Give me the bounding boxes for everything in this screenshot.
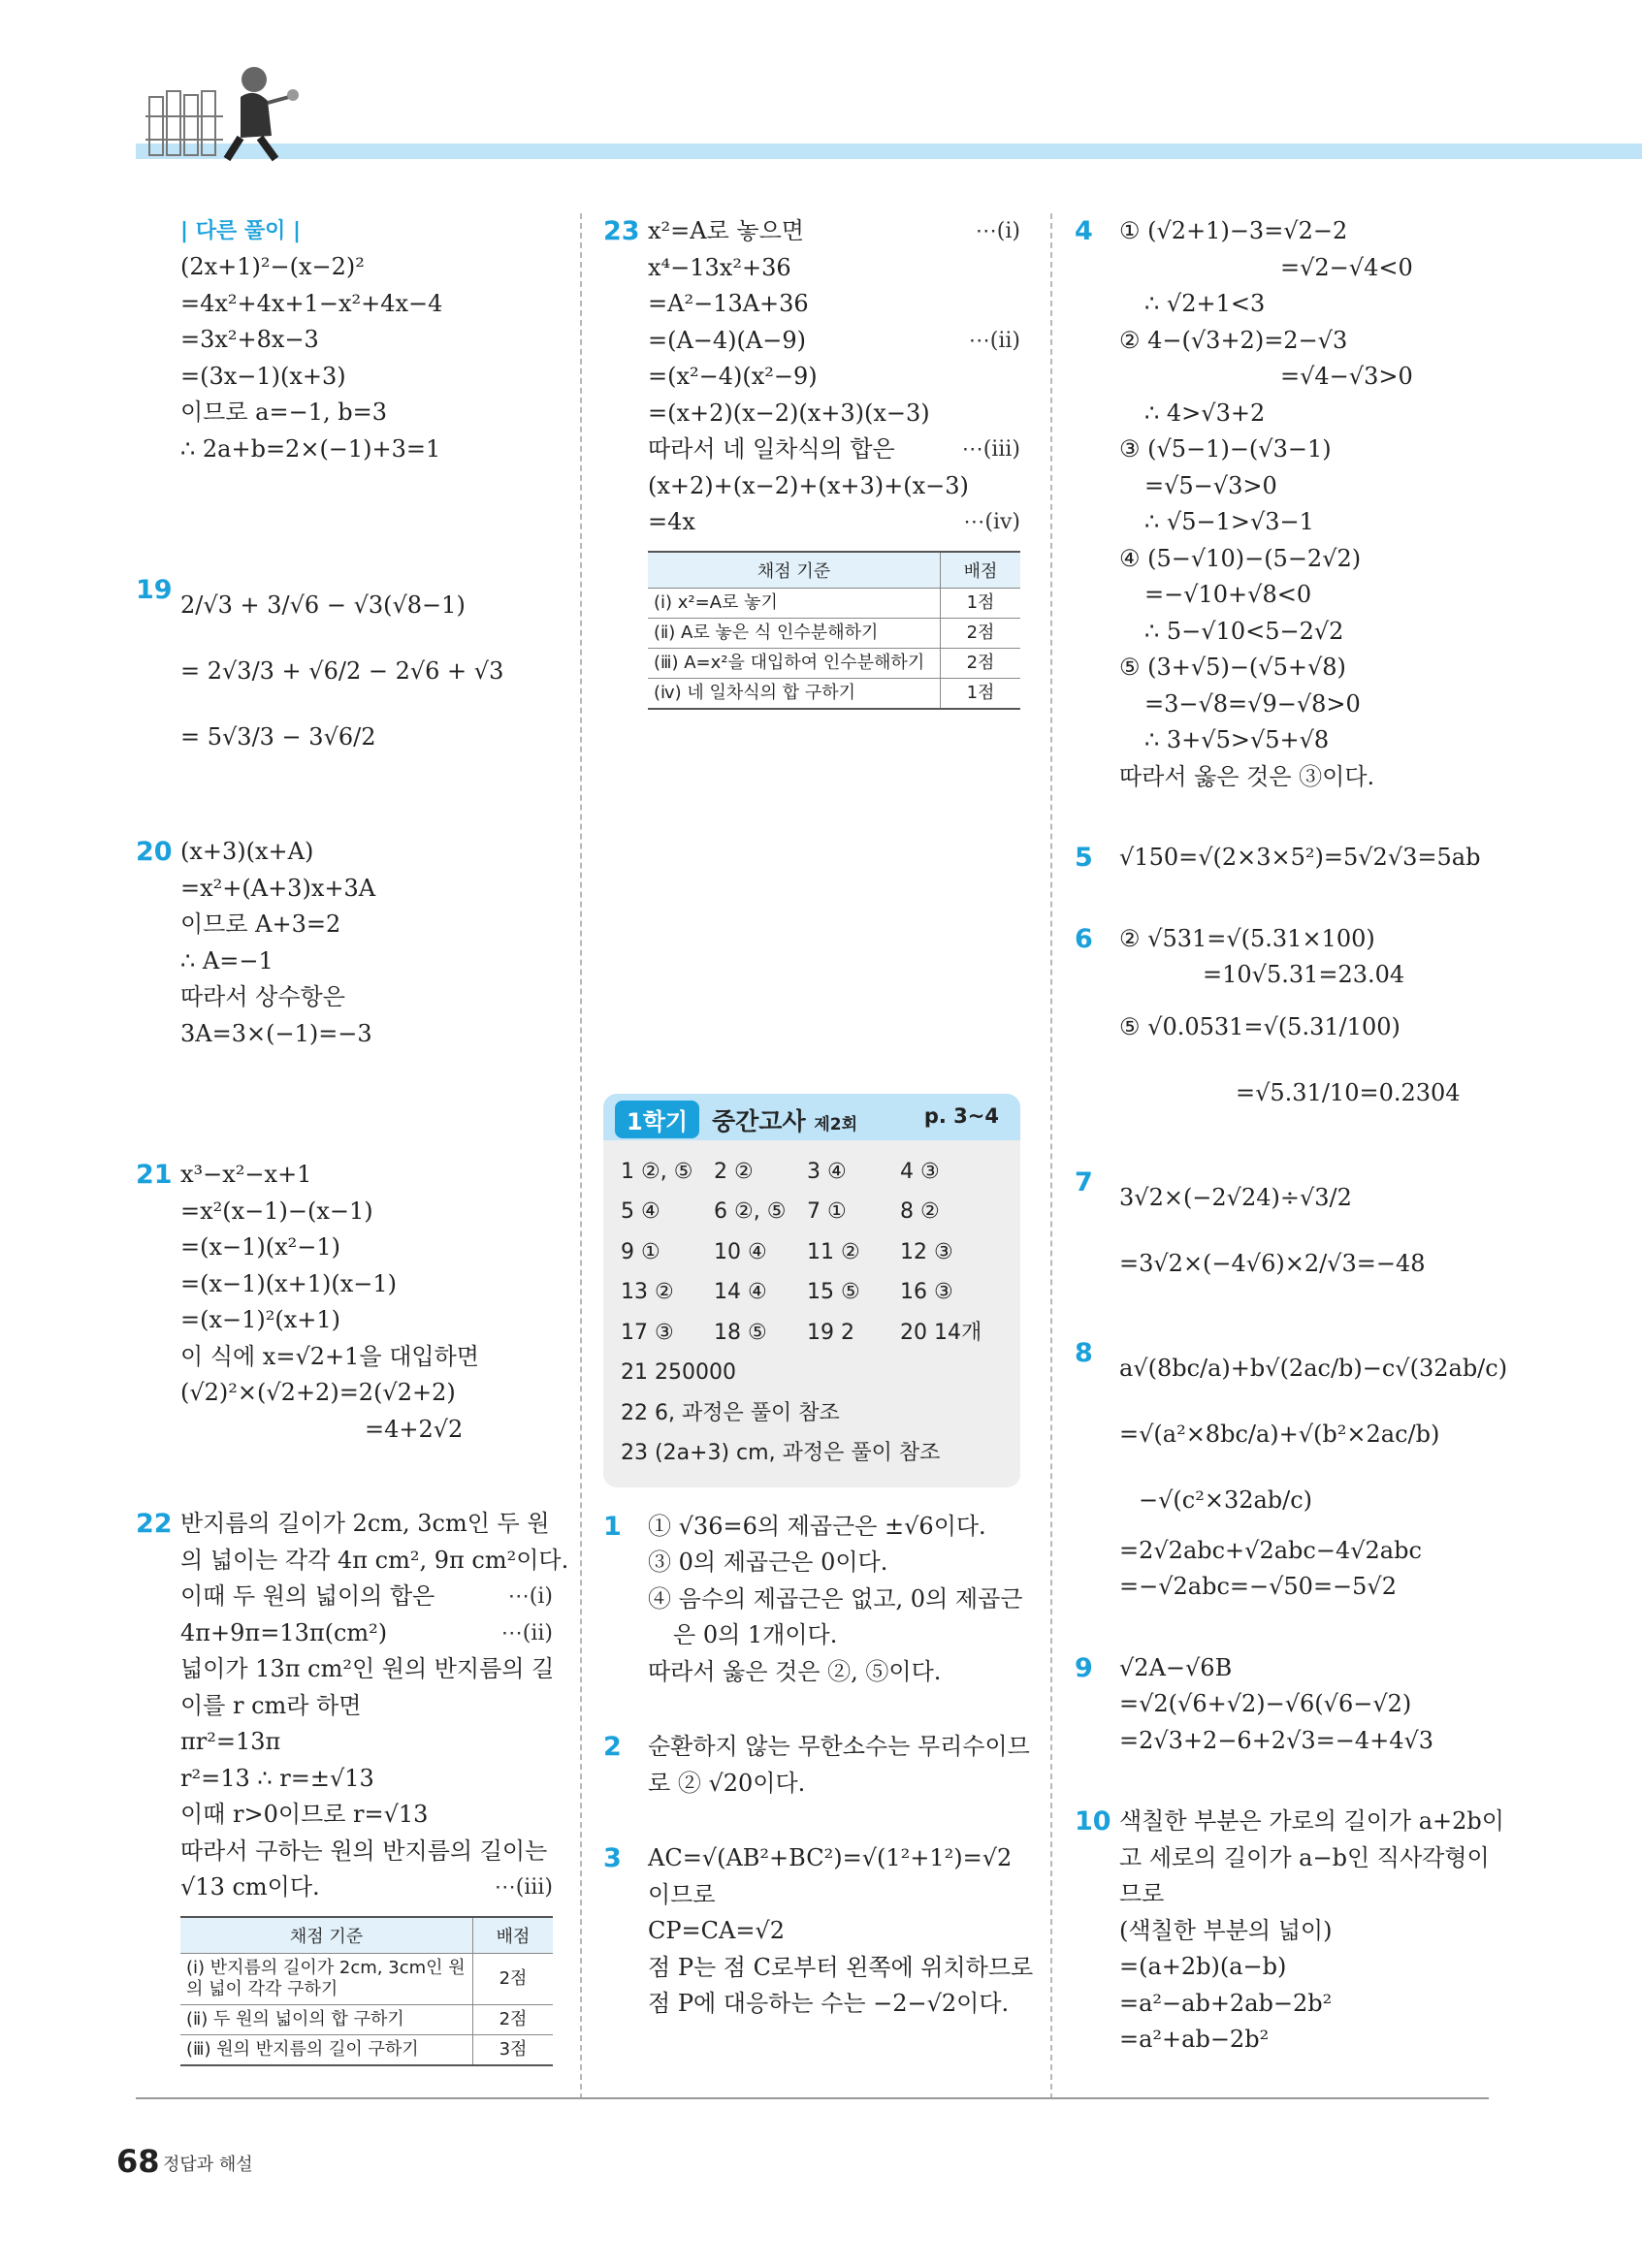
score-marker: ⋯(ⅲ) <box>961 437 1020 462</box>
solution-4 <box>1075 213 1511 795</box>
solution-line: πr²=13π <box>180 1728 281 1755</box>
solution-line: (색칠한 부분의 넓이) <box>1119 1916 1333 1944</box>
solution-6 <box>1075 921 1511 1126</box>
problem-number: 4 <box>1075 216 1093 246</box>
table-row: (ⅳ) 네 일차식의 합 구하기 1점 <box>648 678 1020 709</box>
problem-number: 22 <box>136 1509 173 1539</box>
problem-number: 10 <box>1075 1806 1111 1837</box>
solution-line: 따라서 옳은 것은 ②, ⑤이다. <box>648 1657 942 1685</box>
solution-line: =−√10+√8<0 <box>1144 581 1312 608</box>
solution-line: 이 식에 x=√2+1을 대입하면 <box>180 1342 479 1370</box>
solution-line: ② √531=√(5.31×100) <box>1119 924 1375 952</box>
answer-row: 9 ① 10 ④ 11 ② 12 ③ <box>621 1239 953 1264</box>
score-marker: ⋯(ⅳ) <box>963 510 1020 534</box>
solution-line: ① (√2+1)−3=√2−2 <box>1119 217 1348 244</box>
solution-line: =(x−1)²(x+1) <box>180 1306 341 1333</box>
solution-line: ⑤ (3+√5)−(√5+√8) <box>1119 654 1346 681</box>
header-bar <box>136 144 1642 159</box>
page-label: 정답과 해설 <box>163 2155 253 2175</box>
solution-line: a√(8bc/a)+b√(2ac/b)−c√(32ab/c) <box>1119 1354 1508 1382</box>
solution-line: 따라서 옳은 것은 ③이다. <box>1119 762 1375 790</box>
solution-5 <box>1075 840 1511 877</box>
answer-row: 1 ②, ⑤ 2 ② 3 ④ 4 ③ <box>621 1159 940 1184</box>
table-header: 배점 <box>941 552 1021 589</box>
solution-line: √2A−√6B <box>1119 1653 1233 1681</box>
alt-line: =(3x−1)(x+3) <box>180 362 346 390</box>
solution-line: ⑤ √0.0531=√(5.31/100) <box>1119 1012 1401 1040</box>
solution-line: =(x−1)(x+1)(x−1) <box>180 1269 398 1297</box>
problem-number: 21 <box>136 1160 173 1190</box>
score-marker: ⋯(ⅱ) <box>500 1620 553 1645</box>
table-header: 채점 기준 <box>180 1917 473 1954</box>
solution-1 <box>603 1509 1023 1691</box>
answer-row: 5 ④ 6 ②, ⑤ 7 ① 8 ② <box>621 1199 940 1224</box>
solution-line: 따라서 네 일차식의 합은 <box>648 435 895 463</box>
solution-line: 이때 r>0이므로 r=√13 <box>180 1801 429 1828</box>
score-marker: ⋯(ⅲ) <box>494 1875 553 1900</box>
solution-line: =x²+(A+3)x+3A <box>180 874 376 902</box>
answer-row: 17 ③ 18 ⑤ 19 2 20 14개 <box>621 1320 982 1345</box>
problem-number: 3 <box>603 1843 622 1873</box>
score-marker: ⋯(ⅱ) <box>968 328 1020 353</box>
solution-line: 넓이가 13π cm²인 원의 반지름의 길 <box>180 1655 555 1682</box>
semester-badge: 1학기 <box>615 1101 699 1138</box>
solution-line: ④ 음수의 제곱근은 없고, 0의 제곱근 <box>648 1584 1023 1613</box>
exam-round: 제2회 <box>814 1114 858 1134</box>
solution-line: =√5−√3>0 <box>1144 471 1277 499</box>
solution-line: 순환하지 않는 무한소수는 무리수이므 <box>648 1733 1030 1760</box>
solution-line: x²=A로 놓으면 <box>648 217 804 244</box>
alt-line: 이므로 a=−1, b=3 <box>180 399 387 426</box>
solution-line: ∴ √5−1>√3−1 <box>1144 508 1314 535</box>
column-right <box>1075 213 1511 2059</box>
problem-23 <box>603 213 1020 710</box>
solution-line: =2√2abc+√2abc−4√2abc <box>1119 1536 1422 1564</box>
alt-solution <box>136 213 553 467</box>
answer-row: 22 6, 과정은 풀이 참조 <box>621 1400 840 1425</box>
alt-line: (2x+1)²−(x−2)² <box>180 253 365 280</box>
solution-line: 4π+9π=13π(cm²) <box>180 1618 388 1646</box>
solution-line: −√(c²×32ab/c) <box>1139 1485 1313 1514</box>
gardener-illustration <box>145 58 310 165</box>
solution-line: 은 0의 1개이다. <box>673 1621 838 1648</box>
solution-line: =4x <box>648 508 695 535</box>
table-row: (ⅲ) A=x²을 대입하여 인수분해하기 2점 <box>648 648 1020 678</box>
solution-line: =√2−√4<0 <box>1280 253 1413 281</box>
solution-7 <box>1075 1165 1511 1296</box>
solution-line: √150=√(2×3×5²)=5√2√3=5ab <box>1119 844 1481 871</box>
problem-number: 19 <box>136 575 173 605</box>
solution-line: =−√2abc=−√50=−5√2 <box>1119 1573 1397 1600</box>
solution-line: ③ (√5−1)−(√3−1) <box>1119 435 1332 463</box>
solution-line: =4+2√2 <box>365 1415 464 1443</box>
solution-line: 색칠한 부분은 가로의 길이가 a+2b이 <box>1119 1807 1504 1835</box>
solution-line: =√(a²×8bc/a)+√(b²×2ac/b) <box>1119 1420 1440 1448</box>
solution-line: =10√5.31=23.04 <box>1203 961 1405 988</box>
solution-line: 점 P에 대응하는 수는 −2−√2이다. <box>648 1990 1010 2017</box>
table-row: (ⅱ) A로 놓은 식 인수분해하기 2점 <box>648 618 1020 648</box>
exam-header <box>603 1094 1020 1140</box>
solution-line: AC=√(AB²+BC²)=√(1²+1²)=√2 <box>648 1844 1013 1871</box>
solution-line: =3−√8=√9−√8>0 <box>1144 689 1361 718</box>
alt-line: =3x²+8x−3 <box>180 326 319 353</box>
page-number: 68 <box>116 2143 160 2180</box>
solution-line: =A²−13A+36 <box>648 290 809 317</box>
problem-number: 9 <box>1075 1652 1093 1683</box>
solution-line: (x+3)(x+A) <box>180 838 314 865</box>
solution-line: (√2)²×(√2+2)=2(√2+2) <box>180 1379 456 1406</box>
solution-line: ∴ A=−1 <box>180 946 274 974</box>
solution-line: 고 세로의 길이가 a−b인 직사각형이 <box>1119 1843 1490 1871</box>
problem-21 <box>136 1157 553 1448</box>
solution-line: ④ (5−√10)−(5−2√2) <box>1119 544 1362 572</box>
solution-line: =√5.31/10=0.2304 <box>1236 1078 1461 1106</box>
table-header: 배점 <box>473 1917 554 1954</box>
solution-line: =3√2×(−4√6)×2/√3=−48 <box>1119 1249 1426 1277</box>
solution-line: ∴ 4>√3+2 <box>1144 399 1266 427</box>
solution-line: =a²+ab−2b² <box>1119 2026 1270 2053</box>
solution-line: =√4−√3>0 <box>1280 363 1413 390</box>
exam-title: 중간고사 제2회 <box>712 1106 858 1135</box>
solution-line: CP=CA=√2 <box>648 1917 785 1944</box>
solution-2 <box>603 1729 1030 1802</box>
problem-number: 1 <box>603 1511 622 1542</box>
solution-line: 따라서 상수항은 <box>180 983 345 1010</box>
problem-22 <box>136 1506 569 2066</box>
solution-10 <box>1075 1804 1511 2059</box>
solution-line: ② 4−(√3+2)=2−√3 <box>1119 326 1348 354</box>
solution-line: 이때 두 원의 넓이의 합은 <box>180 1582 435 1610</box>
solution-line: 반지름의 길이가 2cm, 3cm인 두 원 <box>180 1510 550 1537</box>
solution-line: =(x+2)(x−2)(x+3)(x−3) <box>648 399 930 427</box>
solution-line: 점 P는 점 C로부터 왼쪽에 위치하므로 <box>648 1953 1034 1981</box>
score-marker: ⋯(ⅰ) <box>975 219 1020 243</box>
problem-20 <box>136 834 553 1052</box>
solution-line: ∴ 3+√5>√5+√8 <box>1144 726 1330 753</box>
alt-solution-label: | 다른 풀이 | <box>180 219 302 243</box>
exam-pages: p. 3~4 <box>923 1103 999 1128</box>
problem-number: 20 <box>136 837 173 867</box>
solution-line: =(A−4)(A−9) <box>648 326 806 354</box>
solution-line: 2/√3 + 3/√6 − √3(√8−1) <box>180 591 466 619</box>
solution-line: =√2(√6+√2)−√6(√6−√2) <box>1119 1690 1412 1717</box>
solution-line: x³−x²−x+1 <box>180 1161 312 1188</box>
solution-line: 3√2×(−2√24)÷√3/2 <box>1119 1183 1352 1211</box>
problem-19 <box>136 572 553 770</box>
solution-line: 의 넓이는 각각 4π cm², 9π cm²이다. <box>180 1546 569 1574</box>
answer-row: 23 (2a+3) cm, 과정은 풀이 참조 <box>621 1441 941 1465</box>
alt-line: =4x²+4x+1−x²+4x−4 <box>180 289 443 317</box>
problem-number: 23 <box>603 216 640 246</box>
solution-3 <box>603 1840 1034 2023</box>
footer-rule <box>136 2097 1489 2099</box>
problem-number: 7 <box>1075 1166 1093 1198</box>
problem-number: 6 <box>1075 923 1093 954</box>
solution-line: =x²(x−1)−(x−1) <box>180 1197 373 1225</box>
solution-line: 이를 r cm라 하면 <box>180 1691 362 1719</box>
table-row: (ⅰ) x²=A로 놓기 1점 <box>648 588 1020 618</box>
answer-row: 13 ② 14 ④ 15 ⑤ 16 ③ <box>621 1280 953 1304</box>
answer-list <box>603 1140 1020 1487</box>
solution-line: = 2√3/3 + √6/2 − 2√6 + √3 <box>180 657 504 685</box>
column-divider-2 <box>1050 213 1052 2099</box>
solution-line: =2√3+2−6+2√3=−4+4√3 <box>1119 1726 1434 1754</box>
solution-line: =(x²−4)(x²−9) <box>648 363 818 390</box>
column-middle <box>603 213 1034 2023</box>
solution-line: = 5√3/3 − 3√6/2 <box>180 723 376 751</box>
exam-answer-box <box>603 1094 1020 1487</box>
score-marker: ⋯(ⅰ) <box>507 1584 553 1609</box>
column-divider-1 <box>580 213 582 2099</box>
column-left <box>136 213 569 2066</box>
solution-line: ∴ √2+1<3 <box>1144 290 1266 317</box>
solution-line: =(a+2b)(a−b) <box>1119 1953 1287 1980</box>
solution-line: =a²−ab+2ab−2b² <box>1119 1989 1333 2017</box>
solution-line: r²=13 ∴ r=±√13 <box>180 1764 374 1792</box>
table-header: 채점 기준 <box>648 552 941 589</box>
problem-number: 8 <box>1075 1337 1093 1368</box>
scoring-table <box>648 551 1020 710</box>
solution-line: ③ 0의 제곱근은 0이다. <box>648 1549 888 1576</box>
solution-line: 이므로 <box>648 1880 716 1908</box>
solution-line: 따라서 구하는 원의 반지름의 길이는 <box>180 1837 548 1865</box>
solution-line: 이므로 A+3=2 <box>180 910 341 938</box>
solution-8 <box>1075 1335 1511 1606</box>
table-row: (ⅲ) 원의 반지름의 길이 구하기 3점 <box>180 2034 553 2065</box>
scoring-table <box>180 1916 553 2066</box>
table-row: (ⅰ) 반지름의 길이가 2cm, 3cm인 원의 넓이 각각 구하기 2점 <box>180 1953 553 2004</box>
table-row: (ⅱ) 두 원의 넓이의 합 구하기 2점 <box>180 2004 553 2034</box>
solution-line: (x+2)+(x−2)+(x+3)+(x−3) <box>648 471 969 499</box>
alt-line: ∴ 2a+b=2×(−1)+3=1 <box>180 434 441 463</box>
solution-line: ① √36=6의 제곱근은 ±√6이다. <box>648 1512 986 1540</box>
problem-number: 5 <box>1075 843 1093 873</box>
solution-line: 로 ② √20이다. <box>648 1769 806 1797</box>
solution-line: 므로 <box>1119 1880 1165 1907</box>
answer-row: 21 250000 <box>621 1360 736 1385</box>
solution-line: ∴ 5−√10<5−2√2 <box>1144 617 1344 645</box>
solution-9 <box>1075 1650 1511 1760</box>
problem-number: 2 <box>603 1732 622 1762</box>
solution-line: √13 cm이다. <box>180 1873 320 1901</box>
solution-line: 3A=3×(−1)=−3 <box>180 1019 372 1047</box>
solution-line: x⁴−13x²+36 <box>648 253 791 281</box>
solution-line: =(x−1)(x²−1) <box>180 1233 341 1261</box>
